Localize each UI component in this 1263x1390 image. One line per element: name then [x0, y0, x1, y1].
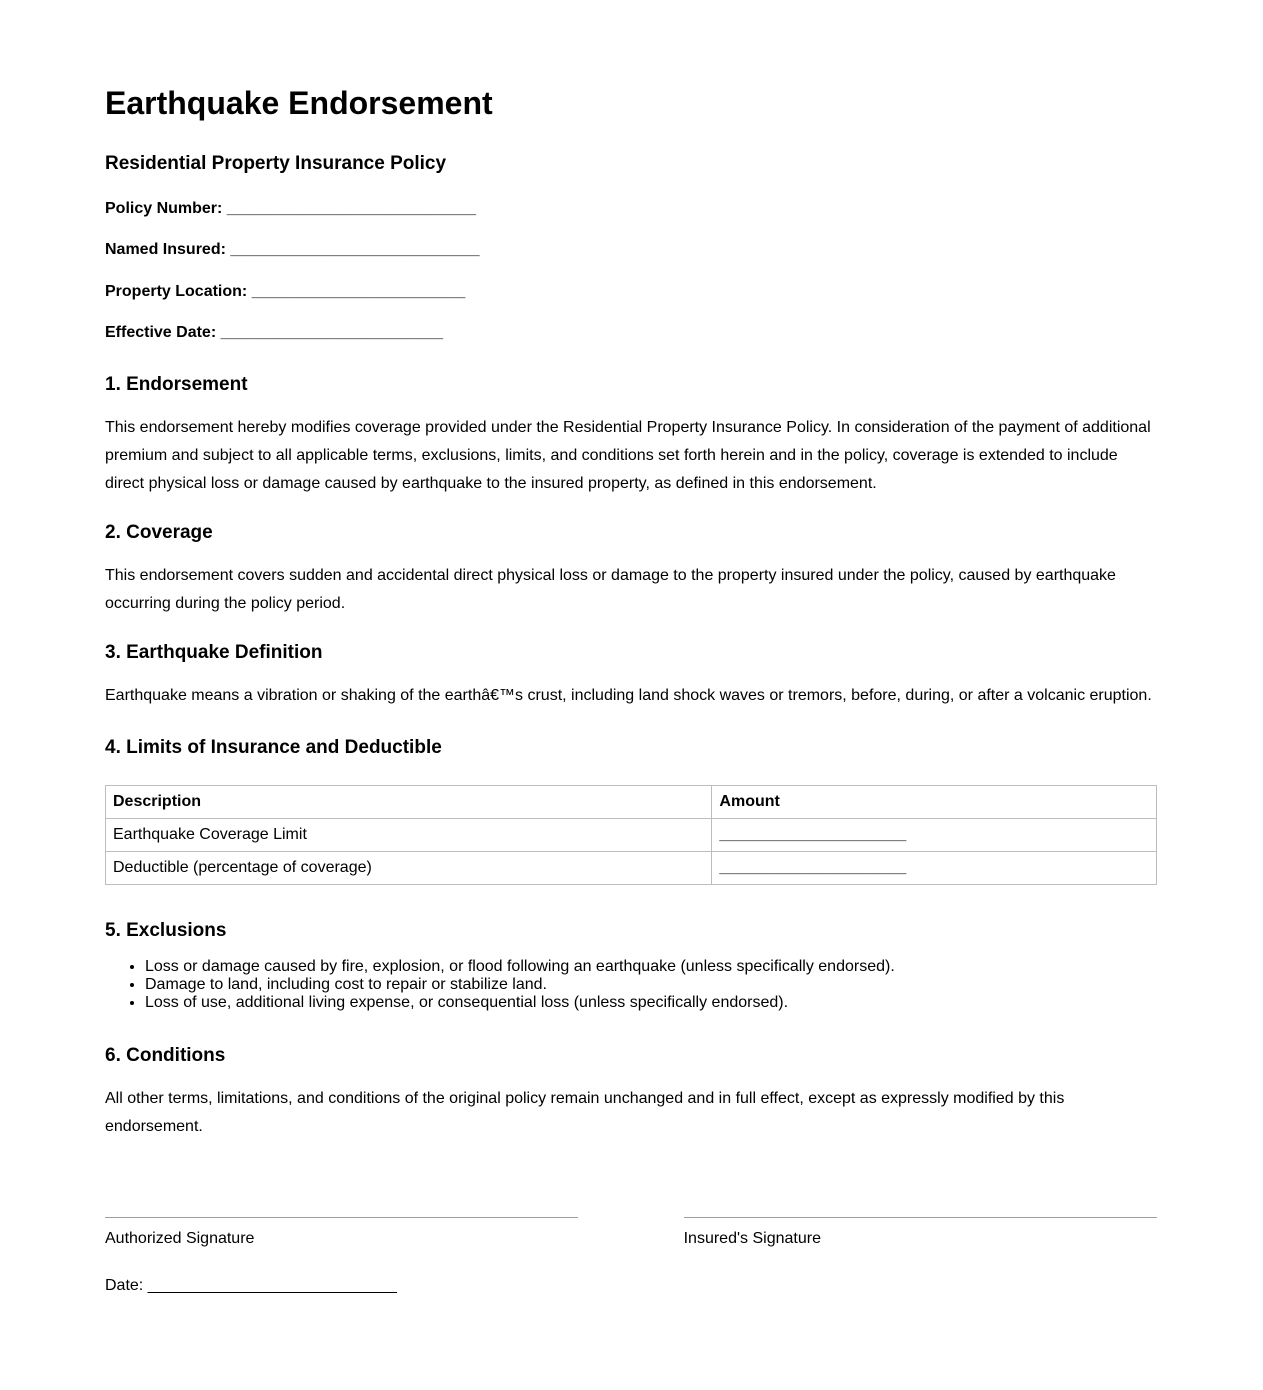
earthquake-definition-section-heading: 3. Earthquake Definition	[105, 641, 323, 663]
date-field	[105, 1273, 1157, 1299]
property-location-blank-line: ________________________	[251, 282, 466, 300]
exclusion-item: • Loss of use, additional living expense, or consequential loss (unless specifically endorsed).	[145, 994, 1157, 1012]
limits-section-heading: 4. Limits of Insurance and Deductible	[105, 736, 442, 758]
policy-number-field	[105, 196, 1157, 222]
policy-number-label: Policy Number:	[105, 199, 223, 217]
description-column-header: Description	[106, 786, 712, 818]
signature-block	[105, 1217, 1157, 1251]
amount-column-header: Amount	[712, 786, 1157, 818]
document-subtitle: Residential Property Insurance Policy	[105, 152, 447, 174]
named-insured-field	[105, 237, 1157, 263]
date-blank-line: ____________________________	[147, 1277, 397, 1295]
amount-blank-line: _____________________	[719, 858, 907, 876]
amount-cell	[712, 818, 1157, 851]
property-location-field	[105, 279, 1157, 305]
policy-number-blank-line: ____________________________	[226, 199, 476, 217]
exclusions-section-heading: 5. Exclusions	[105, 920, 227, 942]
coverage-section-heading: 2. Coverage	[105, 521, 213, 543]
authorized-signature-label: Authorized Signature	[105, 1230, 255, 1248]
amount-blank-line: _____________________	[719, 825, 907, 843]
amount-cell	[712, 851, 1157, 884]
earthquake-definition-paragraph: Earthquake means a vibration or shaking of the earthâ€™s crust, including land shock waves or tremors, before, during, or after a volcanic eruption.	[105, 686, 1152, 704]
date-label: Date:	[105, 1277, 144, 1295]
conditions-section-heading: 6. Conditions	[105, 1045, 226, 1067]
effective-date-field	[105, 320, 1157, 346]
description-cell: Deductible (percentage of coverage)	[106, 851, 712, 884]
named-insured-label: Named Insured:	[105, 241, 226, 259]
endorsement-section-heading: 1. Endorsement	[105, 374, 248, 396]
conditions-paragraph: All other terms, limitations, and conditions of the original policy remain unchanged and in full effect, except as expressly modified by this endorsement.	[105, 1090, 1065, 1136]
description-cell: Earthquake Coverage Limit	[106, 818, 712, 851]
named-insured-blank-line: ____________________________	[230, 241, 480, 259]
table-row-coverage-limit	[106, 818, 1157, 851]
insured-signature-line	[684, 1217, 1157, 1251]
exclusion-item: • Loss or damage caused by fire, explosion, or flood following an earthquake (unless specifically endorsed).	[145, 958, 1157, 976]
effective-date-blank-line: _________________________	[220, 324, 444, 342]
limits-table	[105, 785, 1157, 885]
table-row-deductible	[106, 851, 1157, 884]
limits-table-header-row	[106, 786, 1157, 818]
exclusion-item: • Damage to land, including cost to repair or stabilize land.	[145, 976, 1157, 994]
document-title: Earthquake Endorsement	[105, 85, 493, 121]
endorsement-paragraph: This endorsement hereby modifies coverage provided under the Residential Property Insurance Policy. In consideration of the payment of additional premium and subject to all applicable terms, exclusions, limits, and conditions set forth herein and in the policy, coverage is extended to include direct physical loss or damage caused by earthquake to the insured property, as defined in this endorsement.	[105, 418, 1151, 492]
property-location-label: Property Location:	[105, 282, 248, 300]
exclusions-list	[105, 958, 1157, 1012]
authorized-signature-line	[105, 1217, 578, 1251]
coverage-paragraph: This endorsement covers sudden and accidental direct physical loss or damage to the property insured under the policy, caused by earthquake occurring during the policy period.	[105, 566, 1116, 612]
insured-signature-label: Insured's Signature	[683, 1230, 821, 1248]
effective-date-label: Effective Date:	[105, 324, 217, 342]
